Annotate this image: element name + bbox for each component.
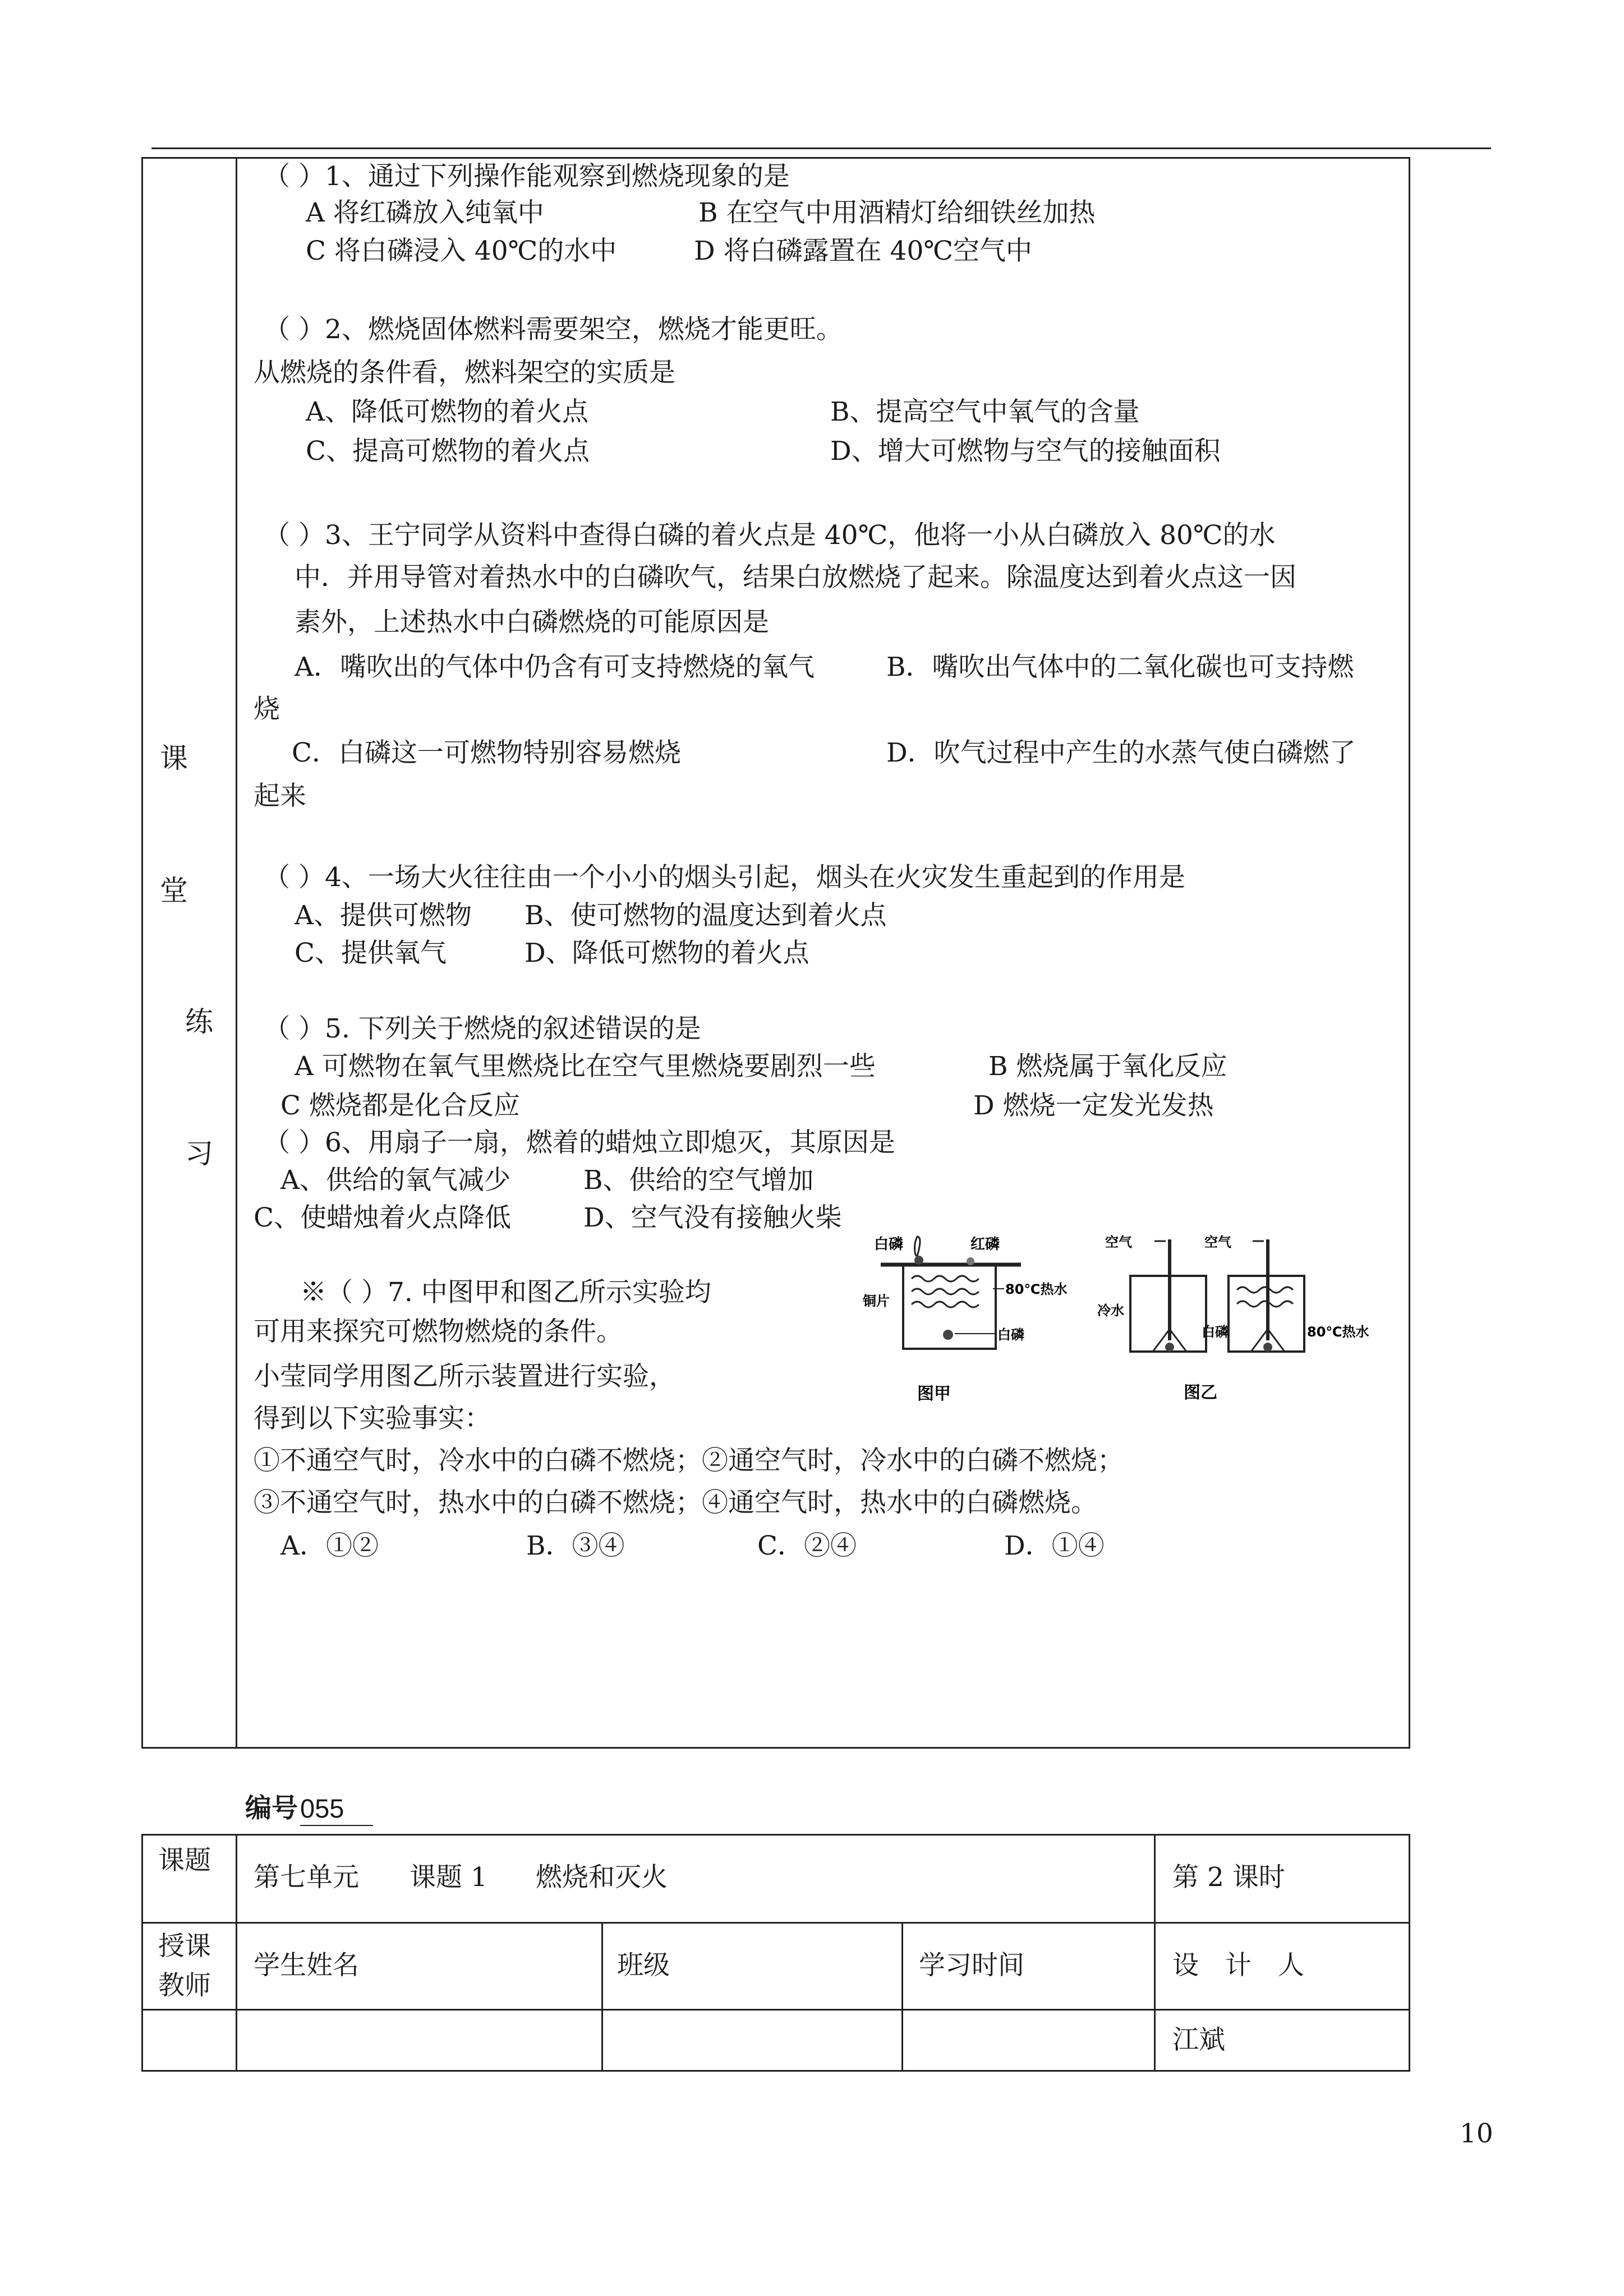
q2-option-a: A、降低可燃物的着火点 xyxy=(306,397,588,427)
q3-option-b-continued: 烧 xyxy=(254,694,280,725)
figure-jia xyxy=(862,1236,1067,1404)
water-wave xyxy=(1237,1287,1293,1293)
col-divider xyxy=(601,1922,603,2072)
q7-line-3: 小莹同学用图乙所示装置进行实验， xyxy=(254,1361,675,1392)
water-wave xyxy=(912,1276,979,1281)
label-air: 空气 xyxy=(1105,1234,1132,1250)
q6-stem: （ ）6、用扇子一扇，燃着的蜡烛立即熄灭，其原因是 xyxy=(264,1127,895,1158)
label-white-phosphorus: 白磷 xyxy=(1202,1324,1229,1340)
row-divider xyxy=(141,1922,1410,1924)
q1-option-a: A 将红磷放入纯氧中 xyxy=(306,197,544,228)
combustion-experiment-figure xyxy=(858,1231,1374,1416)
q3-option-a: A．嘴吹出的气体中仍含有可支持燃烧的氧气 xyxy=(295,652,815,683)
q1-option-d: D 将白磷露置在 40℃空气中 xyxy=(694,236,1032,266)
water-wave xyxy=(912,1302,979,1307)
q2-option-b: B、提高空气中氧气的含量 xyxy=(830,397,1140,427)
label-hot-water: 80℃热水 xyxy=(1005,1281,1068,1297)
side-label-char: 练 xyxy=(185,1006,213,1038)
q5-option-b: B 燃烧属于氧化反应 xyxy=(988,1051,1227,1082)
q4-option-d: D、降低可燃物的着火点 xyxy=(525,938,809,969)
q7-line-4: 得到以下实验事实： xyxy=(254,1403,491,1434)
q4-option-a: A、提供可燃物 xyxy=(295,900,472,931)
q3-option-c: C．白磷这一可燃物特别容易燃烧 xyxy=(292,737,681,768)
q7-option-c: C．②④ xyxy=(757,1530,857,1561)
q4-option-c: C、提供氧气 xyxy=(295,938,447,969)
q2-stem-2: 从燃烧的条件看，燃料架空的实质是 xyxy=(254,357,675,388)
col-divider xyxy=(1154,1834,1156,2072)
exercise-column-divider xyxy=(236,157,237,1749)
q1-option-b: B 在空气中用酒精灯给细铁丝加热 xyxy=(698,197,1096,228)
q5-option-d: D 燃烧一定发光发热 xyxy=(973,1090,1214,1121)
q6-option-d: D、空气没有接触火柴 xyxy=(583,1202,842,1233)
class-label: 班级 xyxy=(617,1950,670,1981)
q6-option-a: A、供给的氧气减少 xyxy=(280,1165,510,1196)
water-wave xyxy=(1237,1301,1293,1307)
q3-option-d: D．吹气过程中产生的水蒸气使白磷燃了 xyxy=(886,737,1356,768)
q2-stem: （ ）2、燃烧固体燃料需要架空，燃烧才能更旺。 xyxy=(264,314,843,345)
flame-icon xyxy=(914,1237,920,1256)
q3-line-3: 素外，上述热水中白磷燃烧的可能原因是 xyxy=(295,607,769,638)
label-white-phosphorus: 白磷 xyxy=(997,1327,1024,1343)
col-divider xyxy=(901,1922,903,2072)
serial-underline xyxy=(300,1825,373,1826)
col-divider xyxy=(236,1834,237,2072)
serial-value: 055 xyxy=(300,1794,344,1823)
white-phosphorus-dot xyxy=(1165,1343,1174,1352)
label-cold-water: 冷水 xyxy=(1097,1303,1124,1318)
period: 第 2 课时 xyxy=(1172,1862,1285,1893)
q5-stem: （ ）5. 下列关于燃烧的叙述错误的是 xyxy=(264,1013,701,1044)
q3-option-d-continued: 起来 xyxy=(254,781,306,812)
white-phosphorus-dot xyxy=(1263,1343,1272,1352)
q4-option-b: B、使可燃物的温度达到着火点 xyxy=(525,900,887,931)
label-white-phosphorus: 白磷 xyxy=(874,1236,904,1253)
q6-option-c: C、使蜡烛着火点降低 xyxy=(254,1202,511,1233)
lesson: 课题 1 xyxy=(410,1862,487,1893)
q7-line-2: 可用来探究可燃物燃烧的条件。 xyxy=(254,1316,623,1347)
q2-option-c: C、提高可燃物的着火点 xyxy=(306,436,590,467)
topic-label: 课题 xyxy=(158,1845,211,1876)
header-rule xyxy=(151,147,1491,149)
serial-label: 编号 xyxy=(245,1793,298,1824)
label-air: 空气 xyxy=(1204,1234,1231,1250)
q6-option-b: B、供给的空气增加 xyxy=(583,1165,814,1196)
designer-value: 江斌 xyxy=(1172,2025,1225,2055)
q3-option-b: B．嘴吹出气体中的二氧化碳也可支持燃 xyxy=(886,652,1354,683)
figure-yi xyxy=(1097,1234,1369,1403)
q3-line-2: 中．并用导管对着热水中的白磷吹气，结果白放燃烧了起来。除温度达到着火点这一因 xyxy=(295,562,1296,593)
q4-stem: （ ）4、一场大火往往由一个小小的烟头引起，烟头在火灾发生重起到的作用是 xyxy=(264,862,1185,893)
q7-line-5: ①不通空气时，冷水中的白磷不燃烧；②通空气时，冷水中的白磷不燃烧； xyxy=(254,1445,1124,1476)
water-wave xyxy=(912,1289,979,1294)
side-label-char: 习 xyxy=(185,1137,213,1170)
q2-option-d: D、增大可燃物与空气的接触面积 xyxy=(830,436,1221,467)
label-hot-water: 80℃热水 xyxy=(1307,1324,1369,1340)
side-label-char: 课 xyxy=(160,742,188,774)
row-divider xyxy=(141,2009,1410,2011)
topic-title: 燃烧和灭火 xyxy=(536,1862,668,1893)
study-time-label: 学习时间 xyxy=(919,1950,1024,1981)
q3-line-1: （ ）3、王宁同学从资料中查得白磷的着火点是 40℃，他将一小从白磷放入 80℃的水 xyxy=(264,520,1276,551)
q7-line-1: ※（ ）7. 中图甲和图乙所示实验均 xyxy=(300,1277,711,1308)
page-number: 10 xyxy=(1460,2118,1493,2149)
student-name-label: 学生姓名 xyxy=(254,1950,359,1981)
side-label-char: 堂 xyxy=(160,874,188,907)
q7-option-d: D．①④ xyxy=(1004,1530,1105,1561)
q1-stem: （ ）1、通过下列操作能观察到燃烧现象的是 xyxy=(264,161,790,192)
white-phosphorus-dot xyxy=(943,1330,953,1340)
q1-option-c: C 将白磷浸入 40℃的水中 xyxy=(306,236,617,266)
designer-label: 设 计 人 xyxy=(1172,1950,1304,1981)
white-phosphorus-dot xyxy=(914,1256,923,1265)
figure-caption-yi: 图乙 xyxy=(1184,1383,1217,1403)
label-copper-plate: 铜片 xyxy=(863,1293,890,1309)
q7-option-b: B．③④ xyxy=(526,1530,625,1561)
label-red-phosphorus: 红磷 xyxy=(970,1236,1000,1253)
red-phosphorus-dot xyxy=(967,1257,974,1265)
q7-line-6: ③不通空气时，热水中的白磷不燃烧；④通空气时，热水中的白磷燃烧。 xyxy=(254,1487,1097,1518)
q5-option-c: C 燃烧都是化合反应 xyxy=(280,1090,520,1121)
teacher-label: 授课教师 xyxy=(158,1931,211,2001)
figure-caption-jia: 图甲 xyxy=(917,1384,951,1404)
q5-option-a: A 可燃物在氧气里燃烧比在空气里燃烧要剧烈一些 xyxy=(295,1051,876,1082)
q7-option-a: A．①② xyxy=(280,1530,379,1561)
unit: 第七单元 xyxy=(254,1862,359,1893)
